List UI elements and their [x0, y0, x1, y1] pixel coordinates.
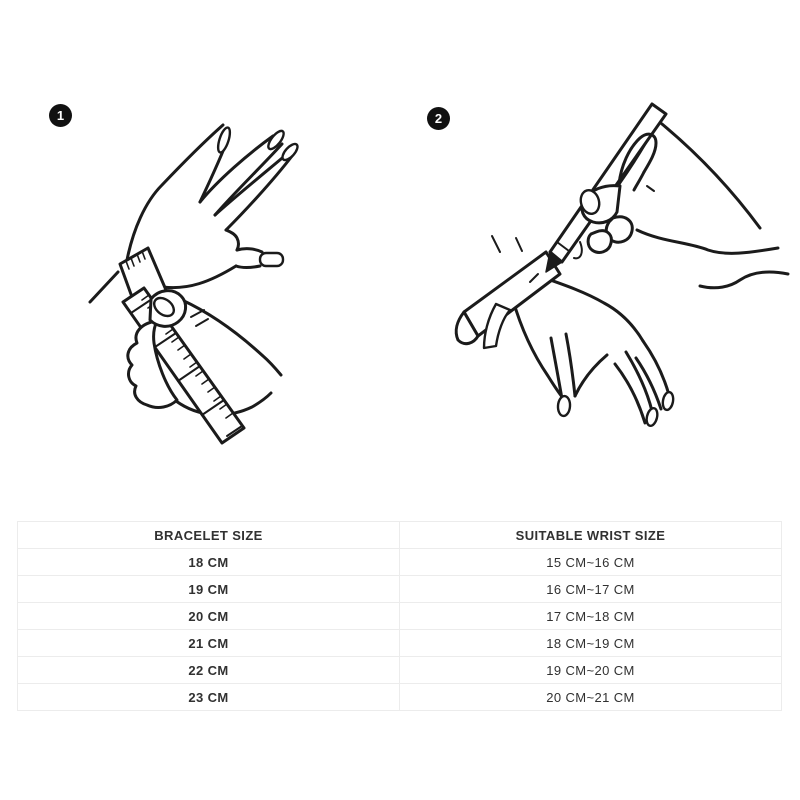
- lower-hand: [513, 270, 674, 427]
- bracelet-size-cell: 21 CM: [18, 630, 400, 657]
- table-header-row: [18, 522, 782, 549]
- bracelet-size-cell: 23 CM: [18, 684, 400, 711]
- wrist-size-cell: 19 CM~20 CM: [400, 657, 782, 684]
- bracelet-size-cell: 18 CM: [18, 549, 400, 576]
- figure-step-2: [400, 90, 790, 470]
- wrist-size-cell: 18 CM~19 CM: [400, 630, 782, 657]
- table-row: [18, 630, 782, 657]
- col-header-bracelet-size: BRACELET SIZE: [18, 522, 400, 549]
- step-2-badge: 2: [427, 107, 450, 130]
- wrist-size-cell: 20 CM~21 CM: [400, 684, 782, 711]
- table-row: [18, 603, 782, 630]
- bracelet-size-cell: 19 CM: [18, 576, 400, 603]
- thumbnail: [557, 396, 570, 417]
- pen-marking-wrist-strip-illustration: [400, 90, 790, 470]
- size-conversion-table: [17, 521, 782, 711]
- step-1-badge: 1: [49, 104, 72, 127]
- table-row: [18, 549, 782, 576]
- hand-with-measuring-tape-illustration: [30, 90, 390, 470]
- wrist-size-cell: 17 CM~18 CM: [400, 603, 782, 630]
- pen-grip-fingers: [574, 134, 656, 258]
- fingernail: [662, 391, 675, 410]
- wrist-size-cell: 16 CM~17 CM: [400, 576, 782, 603]
- forearm-line: [90, 272, 118, 302]
- table-row: [18, 657, 782, 684]
- fingernail: [645, 407, 659, 427]
- figure-step-1: [30, 90, 390, 470]
- thumb-on-tape: [150, 291, 186, 327]
- col-header-wrist-size: SUITABLE WRIST SIZE: [400, 522, 782, 549]
- wrist-size-cell: 15 CM~16 CM: [400, 549, 782, 576]
- bracelet-size-cell: 22 CM: [18, 657, 400, 684]
- table-row: [18, 576, 782, 603]
- table-row: [18, 684, 782, 711]
- thumbnail: [260, 253, 283, 266]
- bracelet-size-cell: 20 CM: [18, 603, 400, 630]
